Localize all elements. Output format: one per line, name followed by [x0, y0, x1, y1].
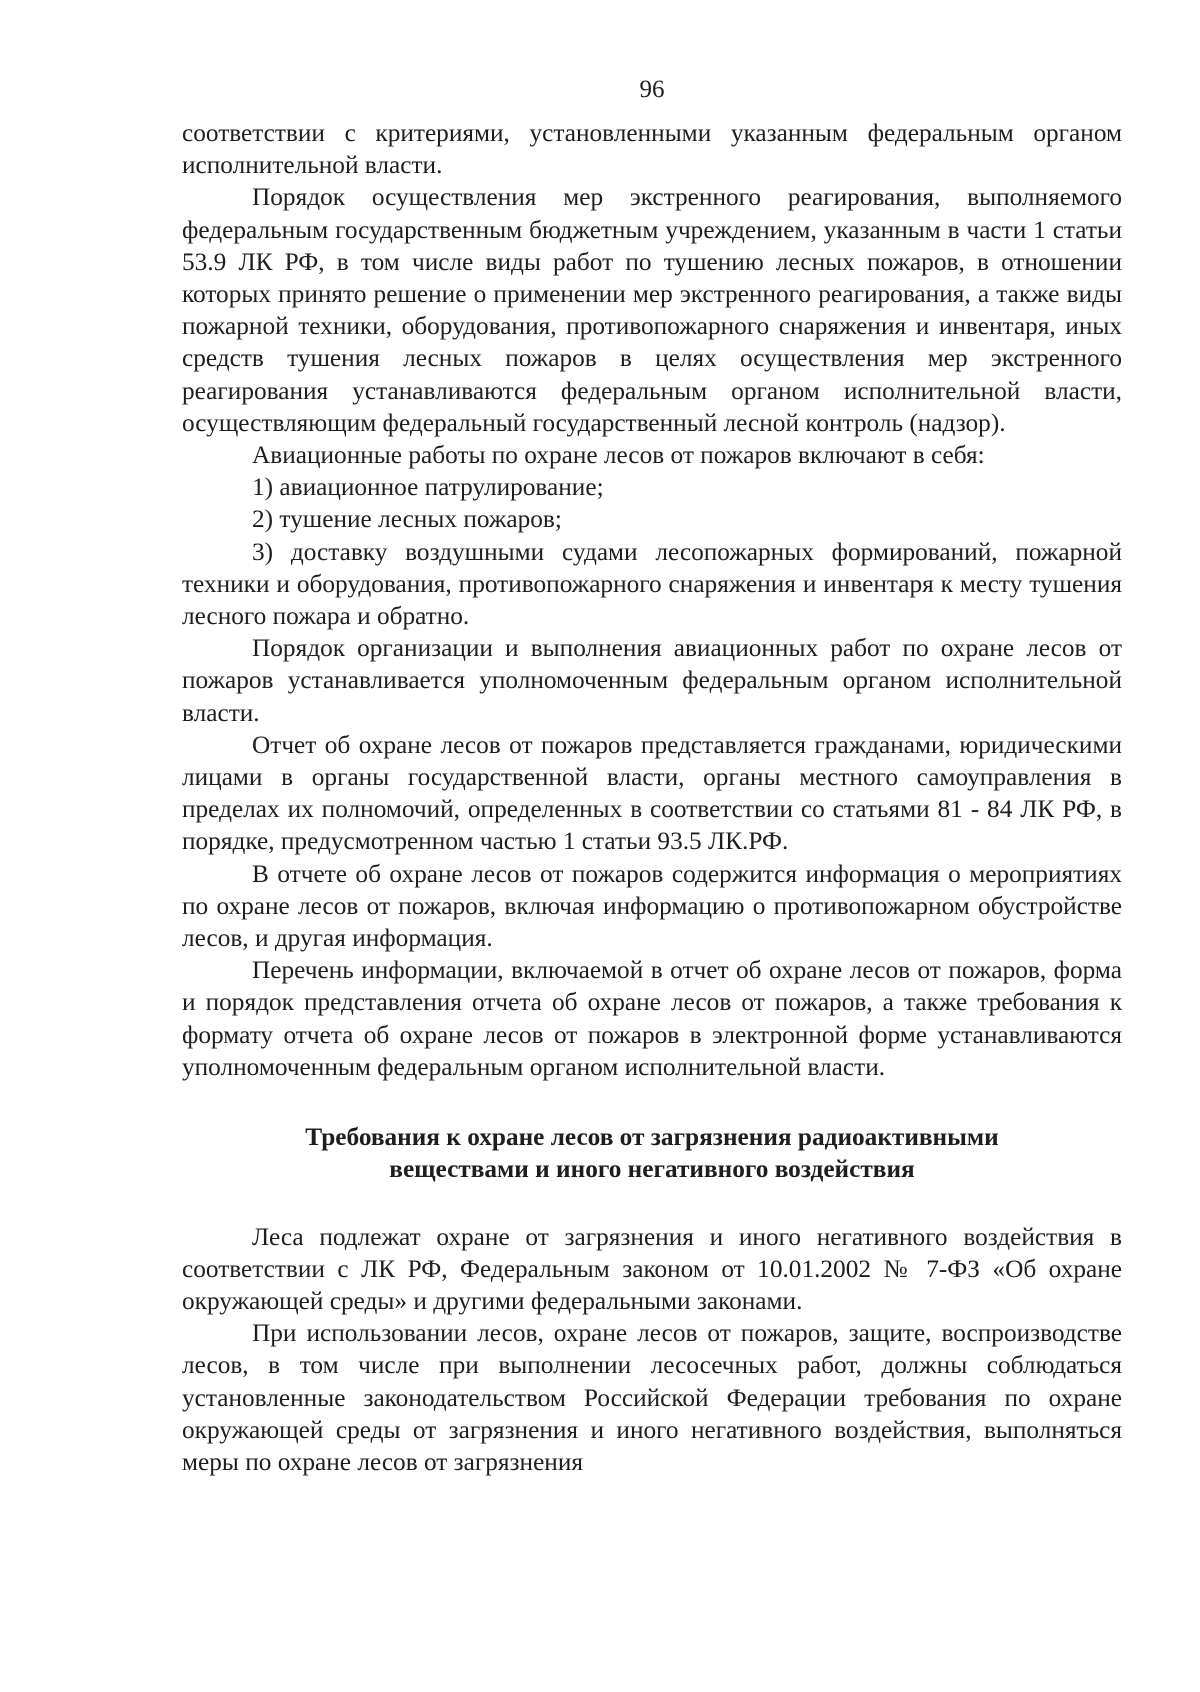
paragraph: В отчете об охране лесов от пожаров содержится информация о мероприятиях по охране лесов от пожаров, включая информацию о противопожарном обустройстве лесов, и другая информация. [182, 859, 1122, 953]
section-heading-line: Требования к охране лесов от загрязнения радиоактивными [305, 1123, 999, 1152]
paragraph: Отчет об охране лесов от пожаров представляется гражданами, юридическими лицами в органы государственной власти, органы местного самоуправления в пределах их полномочий, определенных в соответствии со статьями 81 - 84 ЛК РФ, в порядке, предусмотренном частью 1 статьи 93.5 ЛК.РФ. [182, 730, 1122, 856]
paragraph: Леса подлежат охране от загрязнения и иного негативного воздействия в соответствии с ЛК РФ, Федеральным законом от 10.01.2002 № 7-ФЗ «Об охране окружающей среды» и другими федеральными законами. [182, 1222, 1122, 1315]
section-heading-line: веществами и иного негативного воздействия [389, 1155, 915, 1184]
paragraph: Перечень информации, включаемой в отчет об охране лесов от пожаров, форма и порядок представления отчета об охране лесов от пожаров, а также требования к формату отчета об охране лесов от пожаров в электронной форме устанавливаются уполномоченным федеральным органом исполнительной власти. [182, 956, 1122, 1081]
list-item: 3) доставку воздушными судами лесопожарных формирований, пожарной техники и оборудования, противопожарного снаряжения и инвентаря к месту тушения лесного пожара и обратно. [182, 537, 1122, 631]
paragraph: При использовании лесов, охране лесов от пожаров, защите, воспроизводстве лесов, в том числе при выполнении лесосечных работ, должны соблюдаться установленные законодательством Российской Федерации требования по охране окружающей среды от загрязнения и иного негативного воздействия, выполняться меры по охране лесов от загрязнения [182, 1319, 1122, 1476]
paragraph: Порядок организации и выполнения авиационных работ по охране лесов от пожаров устанавливается уполномоченным федеральным органом исполнительной власти. [182, 634, 1122, 727]
paragraphs-after-heading [182, 1221, 1122, 1479]
list-item: 2) тушение лесных пожаров; [252, 505, 562, 534]
section-heading [182, 1121, 1122, 1185]
paragraphs-before-heading [182, 117, 1122, 1083]
paragraph: соответствии с критериями, установленными указанным федеральным органом исполнительной власти. [182, 119, 1122, 180]
page-number: 96 [639, 76, 665, 103]
paragraph: Порядок осуществления мер экстренного реагирования, выполняемого федеральным государственным бюджетным учреждением, указанным в части 1 статьи 53.9 ЛК РФ, в том числе виды работ по тушению лесных пожаров, в отношении которых принято решение о применении мер экстренного реагирования, а также виды пожарной техники, оборудования, противопожарного снаряжения и инвентаря, иных средств тушения лесных пожаров в целях осуществления мер экстренного реагирования устанавливаются федеральным органом исполнительной власти, осуществляющим федеральный государственный лесной контроль (надзор). [182, 183, 1122, 437]
paragraph: Авиационные работы по охране лесов от пожаров включают в себя: [252, 441, 985, 470]
list-item: 1) авиационное патрулирование; [252, 473, 604, 502]
document-body [182, 117, 1122, 1478]
